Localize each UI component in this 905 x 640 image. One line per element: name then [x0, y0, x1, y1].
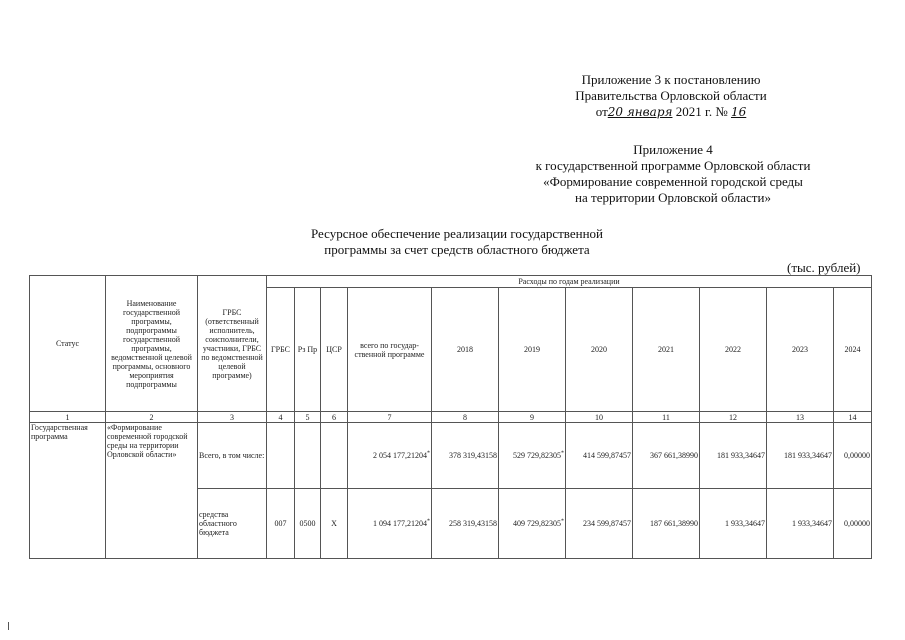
- column-number: 5: [295, 412, 321, 423]
- resource-table: [29, 275, 872, 559]
- header-status: Статус: [30, 276, 106, 412]
- code-rzpr: 0500: [295, 489, 321, 559]
- code-csr: Х: [321, 489, 348, 559]
- appendix-4-line-3: «Формирование современной городской среды: [543, 174, 803, 189]
- title-line-2: программы за счет средств областного бюджета: [324, 242, 590, 257]
- column-number: 6: [321, 412, 348, 423]
- title-line-1: Ресурсное обеспечение реализации государственной: [310, 226, 604, 241]
- appendix-4-line-2: к государственной программе Орловской области: [535, 158, 811, 173]
- appendix-4-line-1: Приложение 4: [633, 142, 713, 157]
- year-value: 187 661,38990: [633, 489, 700, 559]
- column-number: 9: [499, 412, 566, 423]
- column-number: 4: [267, 412, 295, 423]
- total-cell: 1 094 177,21204*: [348, 489, 432, 559]
- column-number: 14: [834, 412, 872, 423]
- year-value: 0,00000: [834, 489, 872, 559]
- subheader-rzpr: Рз Пр: [295, 288, 321, 412]
- handwritten-number: 16: [730, 105, 747, 119]
- year-value: 234 599,87457: [566, 489, 633, 559]
- footnote-mark: *: [561, 450, 564, 457]
- column-number: 13: [767, 412, 834, 423]
- table-row: [30, 423, 872, 489]
- subheader-csr: ЦСР: [321, 288, 348, 412]
- subheader-year: 2018: [432, 288, 499, 412]
- column-number: 11: [633, 412, 700, 423]
- empty-cell: [295, 423, 321, 489]
- units-label: (тыс. рублей): [787, 260, 861, 275]
- year-value: 258 319,43158: [432, 489, 499, 559]
- total-cell: 2 054 177,21204*: [348, 423, 432, 489]
- year-value: 181 933,34647: [767, 423, 834, 489]
- subheader-year: 2024: [834, 288, 872, 412]
- row-program-name: «Формирование современной городской среды на территории Орловской области»: [106, 423, 198, 559]
- empty-cell: [321, 423, 348, 489]
- row-grbs-regional-budget: средства областного бюджета: [198, 489, 267, 559]
- year-value: 181 933,34647: [700, 423, 767, 489]
- column-number: 1: [30, 412, 106, 423]
- year-value: 1 933,34647: [700, 489, 767, 559]
- column-number: 12: [700, 412, 767, 423]
- header-expenses-by-year: Расходы по годам реализации: [267, 276, 872, 288]
- row-grbs-total: Всего, в том числе:: [198, 423, 267, 489]
- column-number: 2: [106, 412, 198, 423]
- year-value: 529 729,82305*: [499, 423, 566, 489]
- scan-edge-mark: [8, 622, 9, 630]
- appendix-4-header: [508, 142, 838, 206]
- appendix-3-header: [540, 72, 802, 120]
- year-value: 409 729,82305*: [499, 489, 566, 559]
- year-value: 414 599,87457: [566, 423, 633, 489]
- subheader-year: 2020: [566, 288, 633, 412]
- subheader-grbs: ГРБС: [267, 288, 295, 412]
- subheader-year: 2022: [700, 288, 767, 412]
- footnote-mark: *: [427, 518, 430, 525]
- date-suffix: 2021 г. №: [672, 104, 731, 119]
- header-grbs: ГРБС (ответственный исполнитель, соисполнители, участники, ГРБС по ведомственной целевой программе): [198, 276, 267, 412]
- date-prefix: от: [595, 104, 608, 119]
- footnote-mark: *: [561, 518, 564, 525]
- subheader-total: всего по государ-ственной программе: [348, 288, 432, 412]
- footnote-mark: *: [427, 450, 430, 457]
- column-number: 10: [566, 412, 633, 423]
- column-number: 3: [198, 412, 267, 423]
- column-number-row: [30, 412, 872, 423]
- column-number: 8: [432, 412, 499, 423]
- year-value: 367 661,38990: [633, 423, 700, 489]
- appendix-3-line-2: Правительства Орловской области: [575, 88, 767, 103]
- year-value: 1 933,34647: [767, 489, 834, 559]
- appendix-3-line-1: Приложение 3 к постановлению: [581, 72, 761, 87]
- subheader-year: 2019: [499, 288, 566, 412]
- header-name: Наименование государственной программы, подпрограммы государственной программы, ведомственной целевой программы, основного мероприятия подпрограммы: [106, 276, 198, 412]
- handwritten-date: 20 января: [607, 105, 673, 119]
- row-status: Государственная программа: [30, 423, 106, 559]
- subheader-year: 2023: [767, 288, 834, 412]
- document-title: [262, 226, 652, 258]
- subheader-year: 2021: [633, 288, 700, 412]
- appendix-3-date-line: [540, 104, 802, 120]
- year-value: 0,00000: [834, 423, 872, 489]
- code-grbs: 007: [267, 489, 295, 559]
- column-number: 7: [348, 412, 432, 423]
- year-value: 378 319,43158: [432, 423, 499, 489]
- appendix-4-line-4: на территории Орловской области»: [575, 190, 771, 205]
- empty-cell: [267, 423, 295, 489]
